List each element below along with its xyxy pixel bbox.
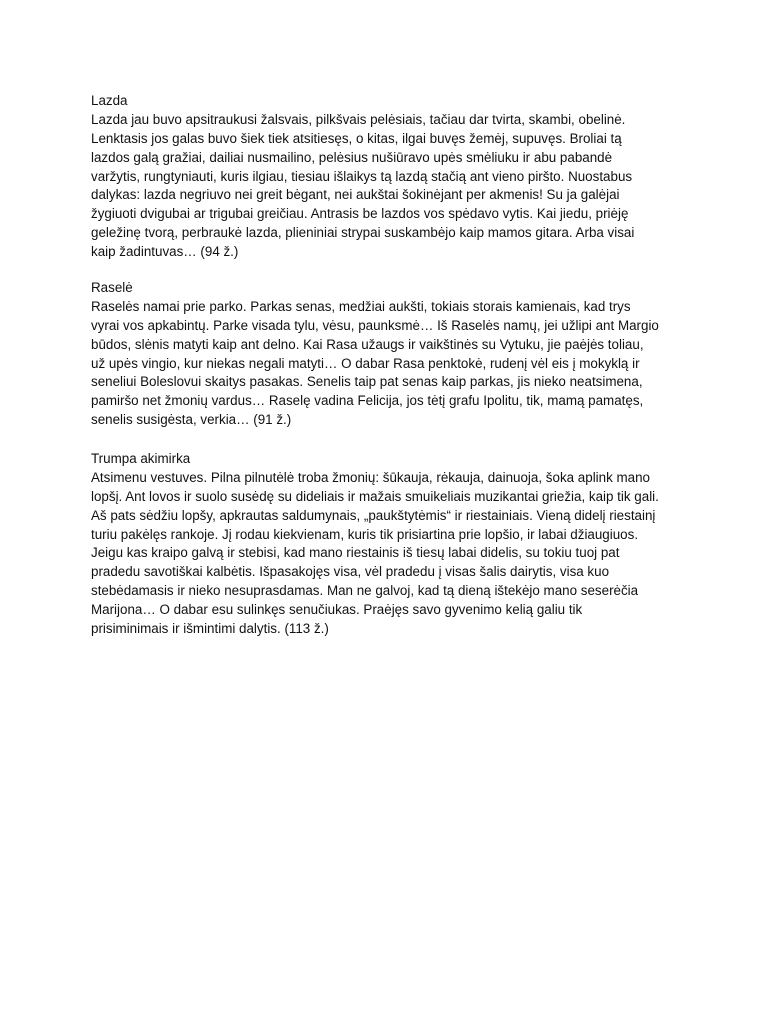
section-trumpa-akimirka	[91, 450, 691, 639]
paragraph-line: senelis susigėsta, verkia… (91 ž.)	[91, 412, 292, 428]
section-rasele	[91, 279, 691, 430]
paragraph-line: Lazda jau buvo apsitraukusi žalsvais, pilkšvais pelėsiais, tačiau dar tvirta, skambi, obelinė.	[91, 111, 626, 127]
paragraph-line: kaip žadintuvas… (94 ž.)	[91, 244, 239, 260]
paragraph-line: seneliui Boleslovui skaitys pasakas. Senelis taip pat senas kaip parkas, jis nieko neatsimena,	[91, 374, 643, 390]
paragraph-line: vyrai vos apkabintų. Parke visada tylu, vėsu, paunksmė… Iš Raselės namų, jei užlipi ant Margio	[91, 317, 659, 333]
paragraph-line: už upės vingio, kur niekas negali matyti… O dabar Rasa penktokė, rudenį vėl eis į mokyklą ir	[91, 355, 640, 371]
paragraph-line: Aš pats sėdžiu lopšy, apkrautas saldumynais, „paukštytėmis“ ir riestainiais. Vieną didelį riestainį	[91, 507, 656, 523]
section-title: Raselė	[91, 280, 133, 295]
paragraph-line: prisiminimais ir išmintimi dalytis. (113 ž.)	[91, 621, 329, 637]
section-title: Trumpa akimirka	[91, 451, 191, 466]
paragraph-line: stebėdamasis ir nieko nesuprasdamas. Man ne galvoj, kad tą dieną ištekėjo mano seserėčia	[91, 583, 639, 599]
paragraph-line: pradedu savotiškai kalbėtis. Išpasakojęs visa, vėl pradedu į visas šalis dairytis, visa kuo	[91, 564, 610, 580]
paragraph-line: varžytis, rungtyniauti, kuris ilgiau, tiesiau išlaikys tą lazdą stačią ant vieno piršto. Nuostabus	[91, 168, 633, 184]
paragraph-line: dalykas: lazda negriuvo nei greit bėgant, nei aukštai šokinėjant per akmenis! Su ja galėjai	[91, 187, 620, 203]
paragraph-line: turiu pakėlęs rankoje. Jį rodau kiekvienam, kuris tik prisiartina prie lopšio, ir labai džiaugiuos.	[91, 526, 639, 542]
section-title: Lazda	[91, 93, 128, 108]
paragraph-line: Marijona… O dabar esu sulinkęs senučiukas. Praėjęs savo gyvenimo kelią galiu tik	[91, 602, 583, 618]
paragraph-line: lazdos galą gražiai, dailiai nusmailino, pelėsius nušiūravo upės smėliuku ir abu pabandė	[91, 149, 613, 165]
paragraph-line: Jeigu kas kraipo galvą ir stebisi, kad mano riestainis iš tiesų labai didelis, su tokiu tuoj pat	[91, 545, 620, 561]
paragraph-line: Lenktasis jos galas buvo šiek tiek atsitiesęs, o kitas, ilgai buvęs žemėj, supuvęs. Broliai tą	[91, 130, 622, 146]
paragraph-line: geležinę tvorą, perbraukė lazda, plieniniai strypai suskambėjo kaip mamos gitara. Arba visai	[91, 225, 635, 241]
section-lazda	[91, 92, 691, 262]
paragraph-line: žygiuoti dvigubai ar trigubai greičiau. Antrasis be lazdos vos spėdavo vytis. Kai jiedu, priėję	[91, 206, 629, 222]
paragraph-line: Atsimenu vestuves. Pilna pilnutėlė troba žmonių: šūkauja, rėkauja, dainuoja, šoka aplink mano	[91, 469, 651, 485]
paragraph-line: pamiršo net žmonių vardus… Raselę vadina Felicija, jos tėtį grafu Ipolitu, tik, mamą pamatęs,	[91, 393, 644, 409]
paragraph-line: lopšį. Ant lovos ir suolo susėdę su dideliais ir mažais smuikeliais muzikantai griežia, kaip tik gali.	[91, 488, 659, 504]
paragraph-line: Raselės namai prie parko. Parkas senas, medžiai aukšti, tokiais storais kamienais, kad trys	[91, 298, 631, 314]
paragraph-line: būdos, slėnis matyti kaip ant delno. Kai Rasa užaugs ir vaikštinės su Vytuku, jie paėjės toliau,	[91, 336, 644, 352]
